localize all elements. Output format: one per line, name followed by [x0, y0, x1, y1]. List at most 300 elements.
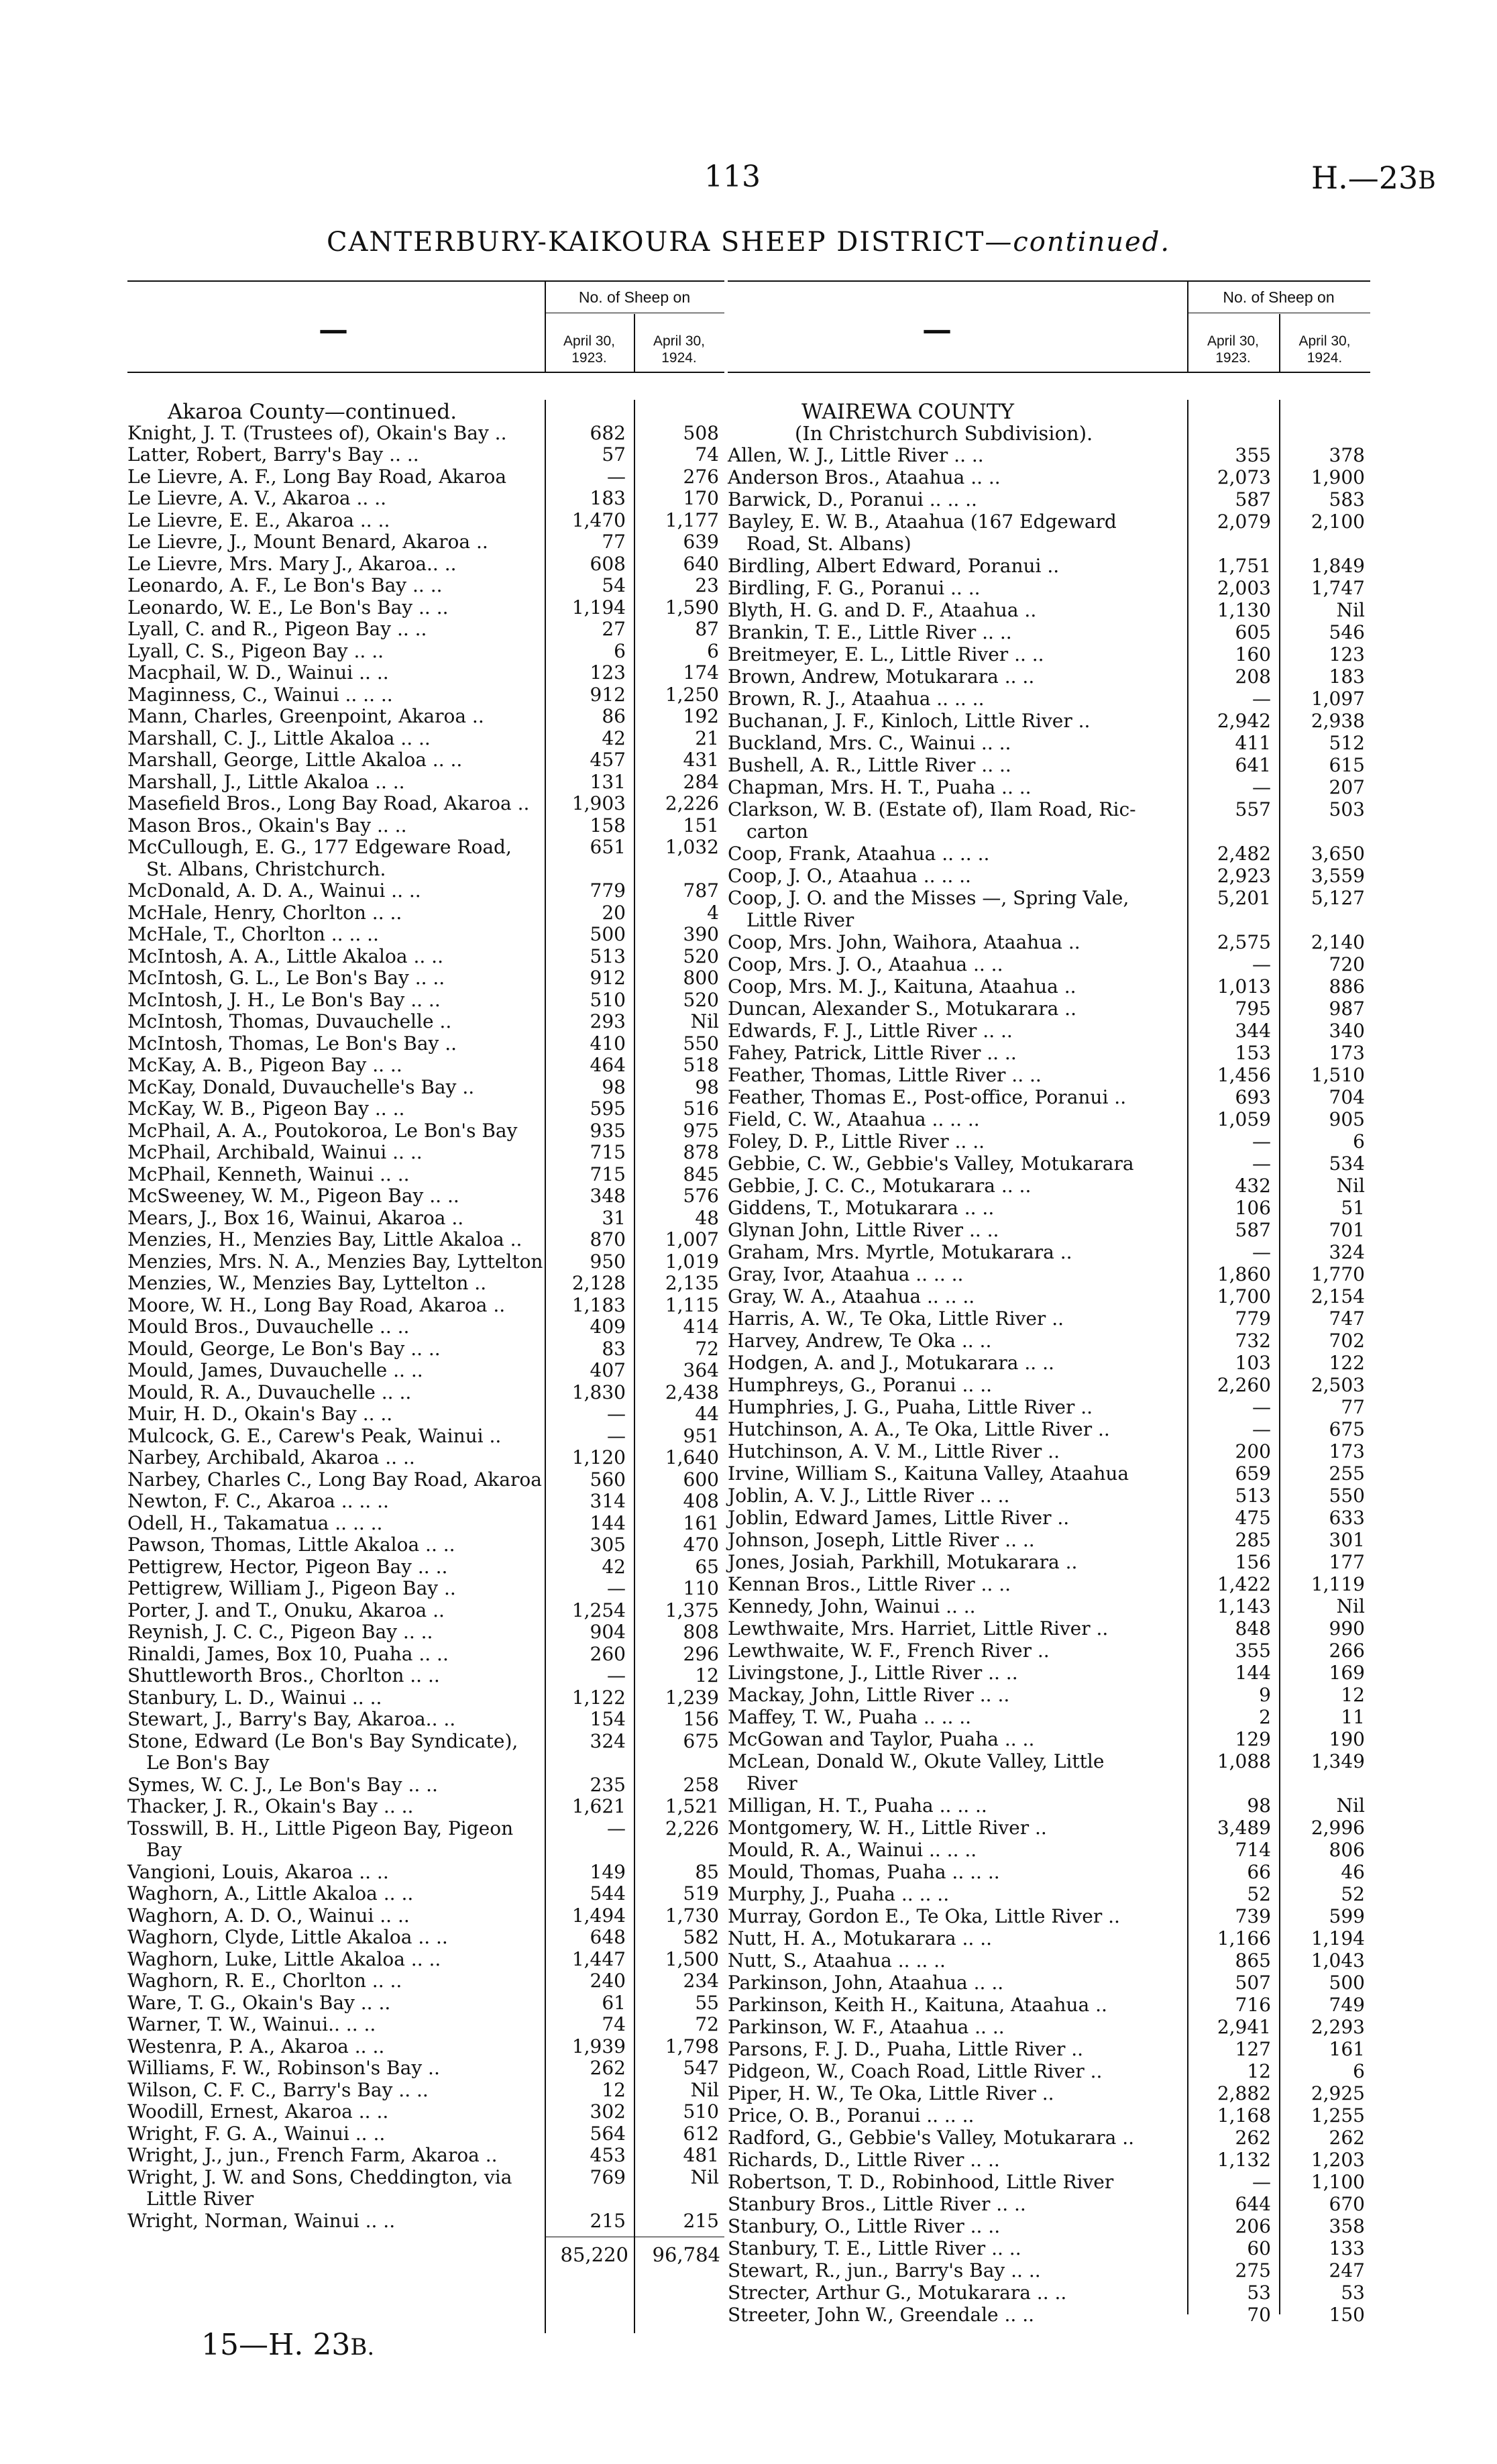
- sheep-1923: 240: [590, 1970, 626, 1992]
- owner-name: McLean, Donald W., Okute Valley, Little: [728, 1750, 1105, 1772]
- sheep-1923: 206: [1235, 2215, 1271, 2237]
- owner-name: Wright, F. G. A., Wainui .. ..: [127, 2122, 386, 2145]
- sheep-1924: 324: [1329, 1241, 1365, 1263]
- owner-name: Maffey, T. W., Puaha .. .. ..: [728, 1706, 972, 1728]
- sheep-1924: 547: [683, 2057, 719, 2079]
- owner-name: Brankin, T. E., Little River .. ..: [728, 621, 1012, 643]
- date-1924-line2: 1924.: [661, 350, 697, 366]
- sheep-1924: 65: [695, 1555, 719, 1578]
- sheep-1923: 779: [1235, 1307, 1271, 1330]
- sheep-1923: 131: [590, 770, 626, 793]
- sheep-1923: —: [607, 1664, 626, 1686]
- sheep-1923: 144: [1235, 1662, 1271, 1684]
- sheep-1924: 951: [683, 1424, 719, 1447]
- sheep-1923: 1,939: [571, 2035, 626, 2057]
- owner-name: McSweeney, W. M., Pigeon Bay .. ..: [127, 1185, 459, 1207]
- left-table-body: [127, 400, 724, 2333]
- sheep-1923: 715: [590, 1141, 626, 1163]
- owner-name: Stanbury, L. D., Wainui .. ..: [127, 1686, 382, 1709]
- sheep-1923: 2,882: [1217, 2082, 1271, 2104]
- owner-name: Buchanan, J. F., Kinloch, Little River ..: [728, 710, 1091, 732]
- county-subtitle: (In Christchurch Subdivision).: [795, 422, 1093, 445]
- owner-name: Parkinson, Keith H., Kaituna, Ataahua ..: [728, 1994, 1107, 2016]
- sheep-1923: 2,482: [1217, 843, 1271, 865]
- sheep-1924: 234: [683, 1970, 719, 1992]
- owner-name: Parsons, F. J. D., Puaha, Little River ..: [728, 2038, 1084, 2060]
- sheep-1923: 3,489: [1217, 1817, 1271, 1839]
- owner-name: Menzies, Mrs. N. A., Menzies Bay, Lyttelton: [127, 1250, 543, 1273]
- sheep-1923: 12: [602, 2078, 626, 2101]
- owner-name: Strecter, Arthur G., Motukarara .. ..: [728, 2282, 1067, 2304]
- header-bottom-rule: [728, 372, 1370, 373]
- sheep-1924: 161: [683, 1511, 719, 1534]
- sheep-1924: 2,226: [665, 1817, 719, 1839]
- sheep-1924: 431: [683, 749, 719, 771]
- sheep-1924: 1,900: [1311, 466, 1365, 488]
- owner-name: Coop, Mrs. John, Waihora, Ataahua ..: [728, 931, 1080, 953]
- sheep-1923: 12: [1247, 2060, 1271, 2082]
- sheep-1924: 215: [683, 2209, 719, 2232]
- sheep-1924: 1,375: [665, 1599, 719, 1621]
- county-title: WAIREWA COUNTY: [801, 400, 1015, 424]
- sheep-1923: 1,130: [1217, 599, 1271, 621]
- sheep-1923: 1,621: [571, 1795, 626, 1817]
- sheep-1923: 106: [1235, 1197, 1271, 1219]
- owner-name: Duncan, Alexander S., Motukarara ..: [728, 998, 1076, 1020]
- owner-name: Shuttleworth Bros., Chorlton .. ..: [127, 1664, 440, 1686]
- sheep-1923: 285: [1235, 1529, 1271, 1551]
- sheep-1924: 87: [695, 618, 719, 640]
- sheep-1923: 262: [1235, 2127, 1271, 2149]
- owner-name: Tosswill, B. H., Little Pigeon Bay, Pigeon: [127, 1817, 514, 1839]
- sheep-1923: 215: [590, 2209, 626, 2232]
- sheep-1923: 739: [1235, 1905, 1271, 1927]
- sheep-1923: 587: [1235, 1219, 1271, 1241]
- page-title-continued: —continued.: [985, 227, 1171, 258]
- sheep-1924: 701: [1329, 1219, 1365, 1241]
- sheep-1924: 255: [1329, 1462, 1365, 1485]
- sheep-1924: 1,770: [1311, 1263, 1365, 1285]
- sheep-1924: 747: [1329, 1307, 1365, 1330]
- owner-name: Bushell, A. R., Little River .. ..: [728, 754, 1011, 776]
- owner-name-continuation: St. Albans, Christchurch.: [146, 857, 386, 880]
- owner-name: Stewart, R., jun., Barry's Bay .. ..: [728, 2259, 1041, 2282]
- owner-name: Le Lievre, J., Mount Benard, Akaroa ..: [127, 531, 488, 553]
- sheep-1923: 464: [590, 1054, 626, 1076]
- owner-name: Johnson, Joseph, Little River .. ..: [728, 1529, 1035, 1551]
- sheep-1924: 512: [1329, 732, 1365, 754]
- sheep-1923: 260: [590, 1642, 626, 1665]
- sheep-1923: 344: [1235, 1020, 1271, 1042]
- owner-name: McPhail, A. A., Poutokoroa, Le Bon's Bay: [127, 1119, 518, 1142]
- header-top-rule: [127, 280, 724, 282]
- name-column-dash: —: [319, 313, 348, 347]
- sheep-1923: 1,059: [1217, 1108, 1271, 1130]
- sheep-1923: 410: [590, 1032, 626, 1055]
- owner-name: Feather, Thomas, Little River .. ..: [728, 1064, 1042, 1086]
- sheep-1923: 432: [1235, 1175, 1271, 1197]
- sheep-1923: —: [1252, 1130, 1271, 1153]
- owner-name: Menzies, W., Menzies Bay, Lyttelton ..: [127, 1272, 487, 1294]
- sheep-1924: 11: [1341, 1706, 1365, 1728]
- sheep-1924: 806: [1329, 1839, 1365, 1861]
- owner-name: Harvey, Andrew, Te Oka .. ..: [728, 1330, 992, 1352]
- sheep-1923: 1,456: [1217, 1064, 1271, 1086]
- sheep-1923: 904: [590, 1621, 626, 1643]
- sheep-1923: 156: [1235, 1551, 1271, 1573]
- date-1924-line2: 1924.: [1307, 350, 1343, 366]
- owner-name: Lewthwaite, W. F., French River ..: [728, 1640, 1050, 1662]
- date-1923-line1: April 30,: [1207, 333, 1260, 349]
- owner-name: Clarkson, W. B. (Estate of), Ilam Road, Ric-: [728, 798, 1136, 820]
- owner-name: Hutchinson, A. V. M., Little River ..: [728, 1440, 1060, 1462]
- owner-name-continuation: Little River: [146, 2188, 254, 2210]
- date-1924-line1: April 30,: [1298, 333, 1351, 349]
- sheep-1924: 247: [1329, 2259, 1365, 2282]
- owner-name: Narbey, Archibald, Akaroa .. ..: [127, 1446, 415, 1468]
- sheep-1923: 1,143: [1217, 1595, 1271, 1617]
- sheep-1923: 1,183: [571, 1293, 626, 1316]
- sheep-1924: 258: [683, 1773, 719, 1796]
- owner-name: Wright, J., jun., French Farm, Akaroa ..: [127, 2144, 498, 2166]
- owner-name: Joblin, Edward James, Little River ..: [728, 1507, 1070, 1529]
- sheep-1923: 870: [590, 1228, 626, 1250]
- sheep-1923: 507: [1235, 1972, 1271, 1994]
- owner-name: Mould, R. A., Duvauchelle .. ..: [127, 1381, 412, 1403]
- sheep-1924: 173: [1329, 1440, 1365, 1462]
- owner-name: Le Lievre, Mrs. Mary J., Akaroa.. ..: [127, 552, 457, 575]
- owner-name: Hodgen, A. and J., Motukarara .. ..: [728, 1352, 1054, 1374]
- owner-name: Hutchinson, A. A., Te Oka, Little River ..: [728, 1418, 1110, 1440]
- sheep-1924: 364: [683, 1359, 719, 1381]
- sheep-1923: 1,830: [571, 1381, 626, 1403]
- sheep-1923: 457: [590, 749, 626, 771]
- sheep-1923: 57: [602, 443, 626, 466]
- owner-name: Jones, Josiah, Parkhill, Motukarara ..: [728, 1551, 1078, 1573]
- sheep-1923: 2,575: [1217, 931, 1271, 953]
- sheep-1924: 1,747: [1311, 577, 1365, 599]
- sheep-1923: 1,132: [1217, 2149, 1271, 2171]
- owner-name: McPhail, Archibald, Wainui .. ..: [127, 1141, 423, 1163]
- owner-name: Bayley, E. W. B., Ataahua (167 Edgeward: [728, 511, 1117, 533]
- owner-name: Price, O. B., Poranui .. .. ..: [728, 2104, 975, 2127]
- sheep-1924: 975: [683, 1119, 719, 1142]
- sheep-1924: 4: [707, 901, 719, 924]
- sheep-1924: 2,938: [1311, 710, 1365, 732]
- sheep-1924: 1,730: [665, 1904, 719, 1927]
- sheep-1924: 1,032: [665, 836, 719, 858]
- sheep-1924: 520: [683, 945, 719, 967]
- sheep-1924: 1,250: [665, 683, 719, 706]
- sheep-1923: —: [607, 1817, 626, 1839]
- sheep-1924: 576: [683, 1185, 719, 1207]
- sheep-1923: —: [1252, 1396, 1271, 1418]
- sheep-1923: 848: [1235, 1617, 1271, 1640]
- sheep-1924: 390: [683, 923, 719, 945]
- owner-name-continuation: River: [746, 1772, 797, 1795]
- owner-name: Humphreys, G., Poranui .. ..: [728, 1374, 993, 1396]
- sheep-1923: 355: [1235, 444, 1271, 466]
- sheep-1923: 153: [1235, 1042, 1271, 1064]
- sheep-1924: 1,849: [1311, 555, 1365, 577]
- sheep-1924: 55: [695, 1991, 719, 2014]
- owner-name: Parkinson, John, Ataahua .. ..: [728, 1972, 1004, 1994]
- sheep-1924: 190: [1329, 1728, 1365, 1750]
- owner-name: Mackay, John, Little River .. ..: [728, 1684, 1010, 1706]
- owner-name: Menzies, H., Menzies Bay, Little Akaloa ..: [127, 1228, 522, 1250]
- sheep-1924: 12: [695, 1664, 719, 1686]
- sheep-1924: 470: [683, 1534, 719, 1556]
- owner-name: Waghorn, Clyde, Little Akaloa .. ..: [127, 1926, 448, 1948]
- sheep-1924: 518: [683, 1054, 719, 1076]
- right-table-body: [728, 400, 1370, 2326]
- sheep-1924: 276: [683, 465, 719, 488]
- sheep-1923: 795: [1235, 998, 1271, 1020]
- owner-name: Ware, T. G., Okain's Bay .. ..: [127, 1991, 391, 2014]
- sheep-1924: 72: [695, 1337, 719, 1360]
- sheep-1923: 20: [602, 901, 626, 924]
- sheep-1923: 103: [1235, 1352, 1271, 1374]
- owner-name: Foley, D. P., Little River .. ..: [728, 1130, 985, 1153]
- owner-name: Stanbury, T. E., Little River .. ..: [728, 2237, 1021, 2259]
- sheep-1924: 156: [683, 1708, 719, 1730]
- sheep-count-group-label: No. of Sheep on: [578, 288, 691, 306]
- sheep-1923: 2: [1259, 1706, 1271, 1728]
- sheep-1923: 1,860: [1217, 1263, 1271, 1285]
- owner-name: Stewart, J., Barry's Bay, Akaroa.. ..: [127, 1708, 456, 1730]
- sheep-1924: 612: [683, 2122, 719, 2145]
- sheep-1924: 2,135: [665, 1272, 719, 1294]
- owner-name: Coop, Frank, Ataahua .. .. ..: [728, 843, 990, 865]
- sheep-1924: 123: [1329, 643, 1365, 665]
- sheep-1923: 42: [602, 727, 626, 749]
- sheep-1924: 639: [683, 531, 719, 553]
- owner-name: Fahey, Patrick, Little River .. ..: [728, 1042, 1017, 1064]
- owner-name: Thacker, J. R., Okain's Bay .. ..: [127, 1795, 414, 1817]
- sheep-1923: 154: [590, 1708, 626, 1730]
- sheep-1924: 378: [1329, 444, 1365, 466]
- owner-name: Newton, F. C., Akaroa .. .. ..: [127, 1490, 389, 1512]
- sheep-1923: 513: [1235, 1485, 1271, 1507]
- owner-name: Buckland, Mrs. C., Wainui .. ..: [728, 732, 1011, 754]
- sheep-1923: 83: [602, 1337, 626, 1360]
- sheep-1923: 2,923: [1217, 865, 1271, 887]
- sheep-1924: 51: [1341, 1197, 1365, 1219]
- sheep-1923: 183: [590, 487, 626, 509]
- owner-name: Waghorn, A. D. O., Wainui .. ..: [127, 1904, 410, 1927]
- sheep-1924: 1,255: [1311, 2104, 1365, 2127]
- sheep-1924: 6: [707, 639, 719, 662]
- sheep-1923: 605: [1235, 621, 1271, 643]
- right-table: [728, 280, 1370, 2326]
- sheep-1924: 1,007: [665, 1228, 719, 1250]
- sheep-1923: 453: [590, 2144, 626, 2166]
- sheep-1923: 732: [1235, 1330, 1271, 1352]
- owner-name: Allen, W. J., Little River .. ..: [728, 444, 984, 466]
- sheep-1924: 21: [695, 727, 719, 749]
- sheep-1923: —: [607, 1424, 626, 1447]
- sheep-1924: 2,925: [1311, 2082, 1365, 2104]
- sheep-1924: 675: [683, 1729, 719, 1752]
- sheep-1923: 5,201: [1217, 887, 1271, 909]
- owner-name: McIntosh, J. H., Le Bon's Bay .. ..: [127, 988, 441, 1011]
- sheep-1924: 2,293: [1311, 2016, 1365, 2038]
- owner-name: Livingstone, J., Little River .. ..: [728, 1662, 1018, 1684]
- sheep-1924: 704: [1329, 1086, 1365, 1108]
- sheep-1923: 1,168: [1217, 2104, 1271, 2127]
- owner-name: Mulcock, G. E., Carew's Peak, Wainui ..: [127, 1424, 502, 1447]
- owner-name: Knight, J. T. (Trustees of), Okain's Bay ..: [127, 421, 507, 444]
- sheep-1923: 500: [590, 923, 626, 945]
- sheep-1923: 693: [1235, 1086, 1271, 1108]
- sheep-1924: 414: [683, 1316, 719, 1338]
- owner-name: Nutt, S., Ataahua .. .. ..: [728, 1949, 946, 1972]
- owner-name: Irvine, William S., Kaituna Valley, Ataahua: [728, 1462, 1129, 1485]
- sheep-1923: 74: [602, 2013, 626, 2035]
- sheep-1924: Nil: [690, 2165, 719, 2188]
- owner-name: Waghorn, R. E., Chorlton .. ..: [127, 1970, 402, 1992]
- owner-name: Waghorn, A., Little Akaloa .. ..: [127, 1882, 414, 1905]
- owner-name-continuation: Little River: [746, 909, 854, 931]
- document-code-main: H.—23: [1311, 160, 1419, 196]
- owner-name: Le Lievre, A. V., Akaroa .. ..: [127, 487, 387, 509]
- sheep-1923: —: [1252, 776, 1271, 798]
- sheep-1924: 177: [1329, 1551, 1365, 1573]
- sheep-1923: 52: [1247, 1883, 1271, 1905]
- sheep-1923: 1,494: [571, 1904, 626, 1927]
- sheep-1923: 1,166: [1217, 1927, 1271, 1949]
- document-code-suffix: B: [1418, 167, 1436, 195]
- sheep-1924: 808: [683, 1621, 719, 1643]
- owner-name: Pettigrew, William J., Pigeon Bay ..: [127, 1577, 456, 1599]
- sheep-1924: 905: [1329, 1108, 1365, 1130]
- sheep-1923: 608: [590, 552, 626, 575]
- sheep-1924: 1,590: [665, 596, 719, 619]
- sheep-1923: 6: [614, 639, 626, 662]
- right-table-header: [728, 280, 1370, 400]
- sheep-1923: 1,194: [571, 596, 626, 619]
- owner-name: Barwick, D., Poranui .. .. ..: [728, 488, 977, 511]
- owner-name: McGowan and Taylor, Puaha .. ..: [728, 1728, 1035, 1750]
- sheep-1924: 12: [1341, 1684, 1365, 1706]
- sheep-1923: —: [607, 1577, 626, 1599]
- sheep-1924: 44: [695, 1403, 719, 1425]
- owner-name: Le Lievre, A. F., Long Bay Road, Akaroa: [127, 465, 507, 488]
- sheep-1923: 53: [1247, 2282, 1271, 2304]
- owner-name: Reynish, J. C. C., Pigeon Bay .. ..: [127, 1621, 433, 1643]
- date-1923-line1: April 30,: [563, 333, 616, 349]
- sheep-1924: 845: [683, 1163, 719, 1185]
- sheep-1923: 70: [1247, 2304, 1271, 2326]
- date-1923-line2: 1923.: [571, 350, 607, 366]
- sheep-1923: 86: [602, 705, 626, 727]
- sheep-1924: 583: [1329, 488, 1365, 511]
- owner-name: Stone, Edward (Le Bon's Bay Syndicate),: [127, 1729, 518, 1752]
- owner-name-continuation: Road, St. Albans): [746, 533, 911, 555]
- sheep-1923: 2,128: [571, 1272, 626, 1294]
- date-1923-header: [1187, 333, 1279, 366]
- sheep-1923: 98: [1247, 1795, 1271, 1817]
- sheep-1924: 169: [1329, 1662, 1365, 1684]
- sheep-1923: 27: [602, 618, 626, 640]
- sheep-1924: 2,438: [665, 1381, 719, 1403]
- sheep-1924: 77: [1341, 1396, 1365, 1418]
- owner-name: Stanbury Bros., Little River .. ..: [728, 2193, 1026, 2215]
- sheep-1924: 133: [1329, 2237, 1365, 2259]
- sheep-1923: 648: [590, 1926, 626, 1948]
- sheep-1923: 314: [590, 1490, 626, 1512]
- sheep-1924: 23: [695, 574, 719, 596]
- sheep-1924: 6: [1353, 2060, 1365, 2082]
- sheep-1924: 508: [683, 421, 719, 444]
- owner-name: Parkinson, W. F., Ataahua .. ..: [728, 2016, 1005, 2038]
- sheep-1924: 886: [1329, 975, 1365, 998]
- sheep-1924: Nil: [690, 2078, 719, 2101]
- sheep-1924: 1,097: [1311, 688, 1365, 710]
- sheep-1923: 1,751: [1217, 555, 1271, 577]
- sheep-1923: 129: [1235, 1728, 1271, 1750]
- sheep-1924: 516: [683, 1097, 719, 1120]
- sheep-1924: 1,798: [665, 2035, 719, 2057]
- sheep-1923: 305: [590, 1534, 626, 1556]
- sheep-1924: 1,239: [665, 1686, 719, 1709]
- sheep-1924: 640: [683, 552, 719, 575]
- owner-name: Latter, Robert, Barry's Bay .. ..: [127, 443, 419, 466]
- owner-name: McHale, Henry, Chorlton .. ..: [127, 901, 402, 924]
- footer-reference-main: 15—H. 23: [201, 2328, 351, 2362]
- owner-name: Marshall, George, Little Akaloa .. ..: [127, 749, 463, 771]
- sheep-1923: 950: [590, 1250, 626, 1273]
- owner-name: Coop, J. O., Ataahua .. .. ..: [728, 865, 971, 887]
- sheep-1923: 1,903: [571, 792, 626, 814]
- owner-name: Gray, Ivor, Ataahua .. .. ..: [728, 1263, 964, 1285]
- sheep-1924: 1,043: [1311, 1949, 1365, 1972]
- sheep-1923: 587: [1235, 488, 1271, 511]
- sheep-1923: 160: [1235, 643, 1271, 665]
- owner-name: Mould, Thomas, Puaha .. .. ..: [728, 1861, 1000, 1883]
- sheep-1924: 2,996: [1311, 1817, 1365, 1839]
- sheep-1924: 800: [683, 967, 719, 989]
- sheep-1924: 1,521: [665, 1795, 719, 1817]
- sheep-1924: 787: [683, 879, 719, 902]
- sheep-1923: 409: [590, 1316, 626, 1338]
- sheep-1923: 1,120: [571, 1446, 626, 1468]
- owner-name: Muir, H. D., Okain's Bay .. ..: [127, 1403, 393, 1425]
- sheep-1923: 60: [1247, 2237, 1271, 2259]
- sheep-1924: 110: [683, 1577, 719, 1599]
- owner-name: Montgomery, W. H., Little River ..: [728, 1817, 1047, 1839]
- sheep-1924: 582: [683, 1926, 719, 1948]
- owner-name: Humphries, J. G., Puaha, Little River ..: [728, 1396, 1093, 1418]
- sheep-1924: 503: [1329, 798, 1365, 820]
- owner-name: McDonald, A. D. A., Wainui .. ..: [127, 879, 421, 902]
- sheep-1923: 2,073: [1217, 466, 1271, 488]
- sheep-1923: 42: [602, 1555, 626, 1578]
- owner-name: Birdling, F. G., Poranui .. ..: [728, 577, 981, 599]
- date-1924-header: [634, 333, 724, 366]
- owner-name: Wright, Norman, Wainui .. ..: [127, 2209, 396, 2232]
- sheep-1924: 878: [683, 1141, 719, 1163]
- owner-name: Birdling, Albert Edward, Poranui ..: [728, 555, 1060, 577]
- sheep-1924: 85: [695, 1860, 719, 1883]
- sheep-1923: 262: [590, 2057, 626, 2079]
- date-1924-line1: April 30,: [653, 333, 706, 349]
- sheep-1924: 534: [1329, 1153, 1365, 1175]
- date-1923-line2: 1923.: [1215, 350, 1251, 366]
- sheep-1923: —: [1252, 1418, 1271, 1440]
- date-1923-header: [545, 333, 634, 366]
- owner-name: Coop, J. O. and the Misses —, Spring Vale,: [728, 887, 1129, 909]
